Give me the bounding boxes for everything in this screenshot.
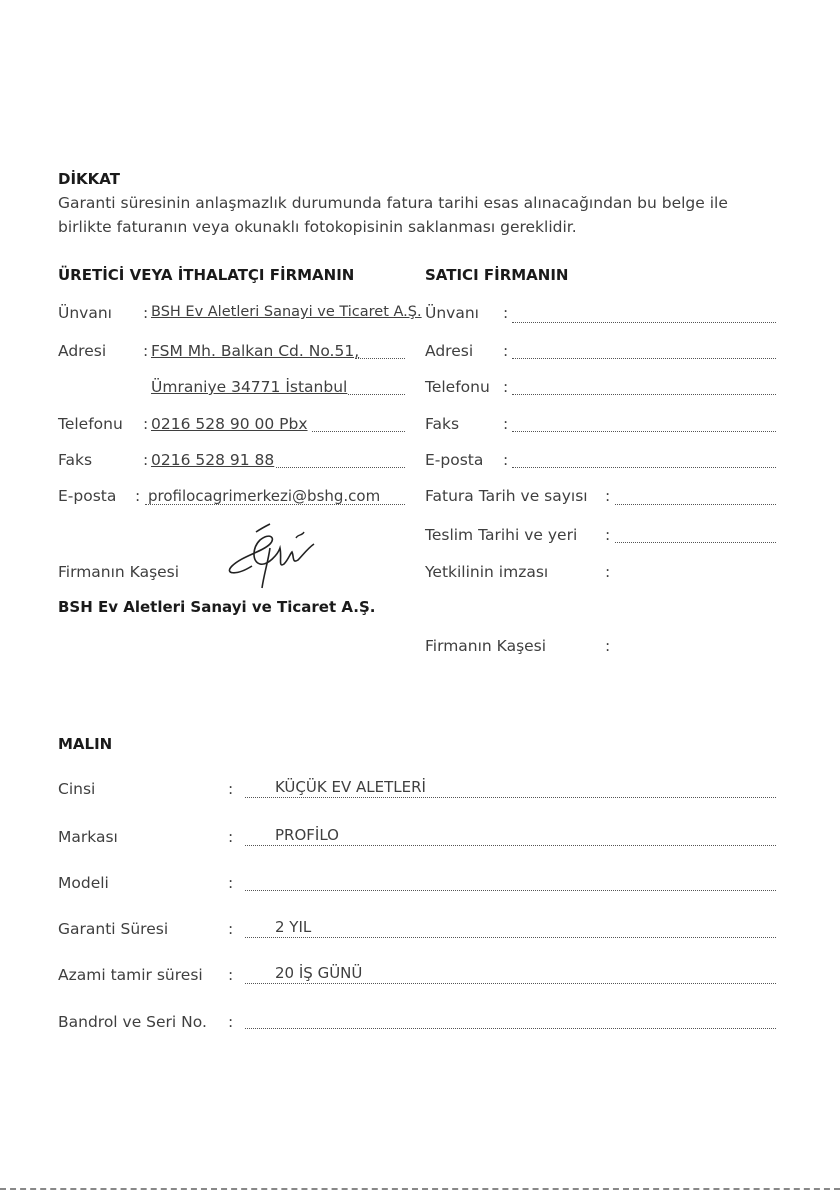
notice-title: DİKKAT <box>58 170 120 188</box>
seller-fax-label: Faks <box>425 415 460 433</box>
seller-email-field[interactable] <box>512 467 776 468</box>
goods-model-field[interactable] <box>245 890 776 891</box>
colon: : <box>143 415 149 433</box>
manufacturer-fax-value: 0216 528 91 88 <box>151 451 275 469</box>
manufacturer-address-value-2: Ümraniye 34771 İstanbul <box>151 378 348 396</box>
colon: : <box>143 451 149 469</box>
goods-repair-value: 20 İŞ GÜNÜ <box>275 964 363 982</box>
manufacturer-phone-label: Telefonu <box>58 415 123 433</box>
goods-model-label: Modeli <box>58 874 109 892</box>
seller-phone-field[interactable] <box>512 394 776 395</box>
colon: : <box>228 874 234 892</box>
goods-warranty-label: Garanti Süresi <box>58 920 169 938</box>
seller-invoice-label: Fatura Tarih ve sayısı <box>425 487 588 505</box>
manufacturer-title-label: Ünvanı <box>58 304 112 322</box>
goods-heading: MALIN <box>58 735 113 753</box>
colon: : <box>605 563 611 581</box>
colon: : <box>228 780 234 798</box>
goods-brand-field[interactable] <box>245 845 776 846</box>
manufacturer-address-label: Adresi <box>58 342 107 360</box>
seller-title-label: Ünvanı <box>425 304 479 322</box>
dotted-line <box>355 358 405 359</box>
manufacturer-fax-label: Faks <box>58 451 93 469</box>
seller-delivery-label: Teslim Tarihi ve yeri <box>425 526 578 544</box>
colon: : <box>503 304 509 322</box>
colon: : <box>228 920 234 938</box>
manufacturer-email-value: profilocagrimerkezi@bshg.com <box>148 487 381 505</box>
goods-type-field[interactable] <box>245 797 776 798</box>
dotted-line <box>145 504 405 505</box>
colon: : <box>503 378 509 396</box>
colon: : <box>143 304 149 322</box>
manufacturer-stamp-label: Firmanın Kaşesi <box>58 563 180 581</box>
signature-icon <box>222 518 322 590</box>
seller-stamp-label: Firmanın Kaşesi <box>425 637 547 655</box>
colon: : <box>503 451 509 469</box>
manufacturer-email-label: E-posta <box>58 487 117 505</box>
seller-fax-field[interactable] <box>512 431 776 432</box>
manufacturer-address-value: FSM Mh. Balkan Cd. No.51, <box>151 342 360 360</box>
seller-delivery-field[interactable] <box>615 542 776 543</box>
colon: : <box>228 1013 234 1031</box>
colon: : <box>143 342 149 360</box>
colon: : <box>605 526 611 544</box>
seller-address-label: Adresi <box>425 342 474 360</box>
colon: : <box>605 487 611 505</box>
colon: : <box>503 415 509 433</box>
goods-warranty-value: 2 YIL <box>275 918 312 936</box>
colon: : <box>135 487 141 505</box>
seller-address-field[interactable] <box>512 358 776 359</box>
goods-brand-label: Markası <box>58 828 118 846</box>
goods-repair-label: Azami tamir süresi <box>58 966 203 984</box>
seller-invoice-field[interactable] <box>615 504 776 505</box>
notice-text: Garanti süresinin anlaşmazlık durumunda fatura tarihi esas alınacağından bu belge ile birlikte faturanın veya okunaklı fotokopisinin saklanması gereklidir. <box>58 194 728 236</box>
manufacturer-phone-value: 0216 528 90 00 Pbx <box>151 415 308 433</box>
colon: : <box>605 637 611 655</box>
dotted-line <box>312 431 405 432</box>
seller-phone-label: Telefonu <box>425 378 490 396</box>
colon: : <box>228 828 234 846</box>
manufacturer-title-value: BSH Ev Aletleri Sanayi ve Ticaret A.Ş. <box>151 304 422 320</box>
goods-type-label: Cinsi <box>58 780 96 798</box>
dotted-line <box>348 394 405 395</box>
colon: : <box>228 966 234 984</box>
goods-brand-value: PROFİLO <box>275 826 339 844</box>
dotted-line <box>276 467 405 468</box>
colon: : <box>503 342 509 360</box>
goods-type-value: KÜÇÜK EV ALETLERİ <box>275 778 426 796</box>
goods-serial-label: Bandrol ve Seri No. <box>58 1013 207 1031</box>
goods-warranty-field[interactable] <box>245 937 776 938</box>
manufacturer-company: BSH Ev Aletleri Sanayi ve Ticaret A.Ş. <box>58 598 376 616</box>
manufacturer-heading: ÜRETİCİ VEYA İTHALATÇI FİRMANIN <box>58 266 355 284</box>
goods-repair-field[interactable] <box>245 983 776 984</box>
seller-title-field[interactable] <box>512 322 776 323</box>
bottom-cut-line <box>0 1188 840 1190</box>
seller-signature-label: Yetkilinin imzası <box>425 563 549 581</box>
seller-email-label: E-posta <box>425 451 484 469</box>
seller-heading: SATICI FİRMANIN <box>425 266 569 284</box>
goods-serial-field[interactable] <box>245 1028 776 1029</box>
